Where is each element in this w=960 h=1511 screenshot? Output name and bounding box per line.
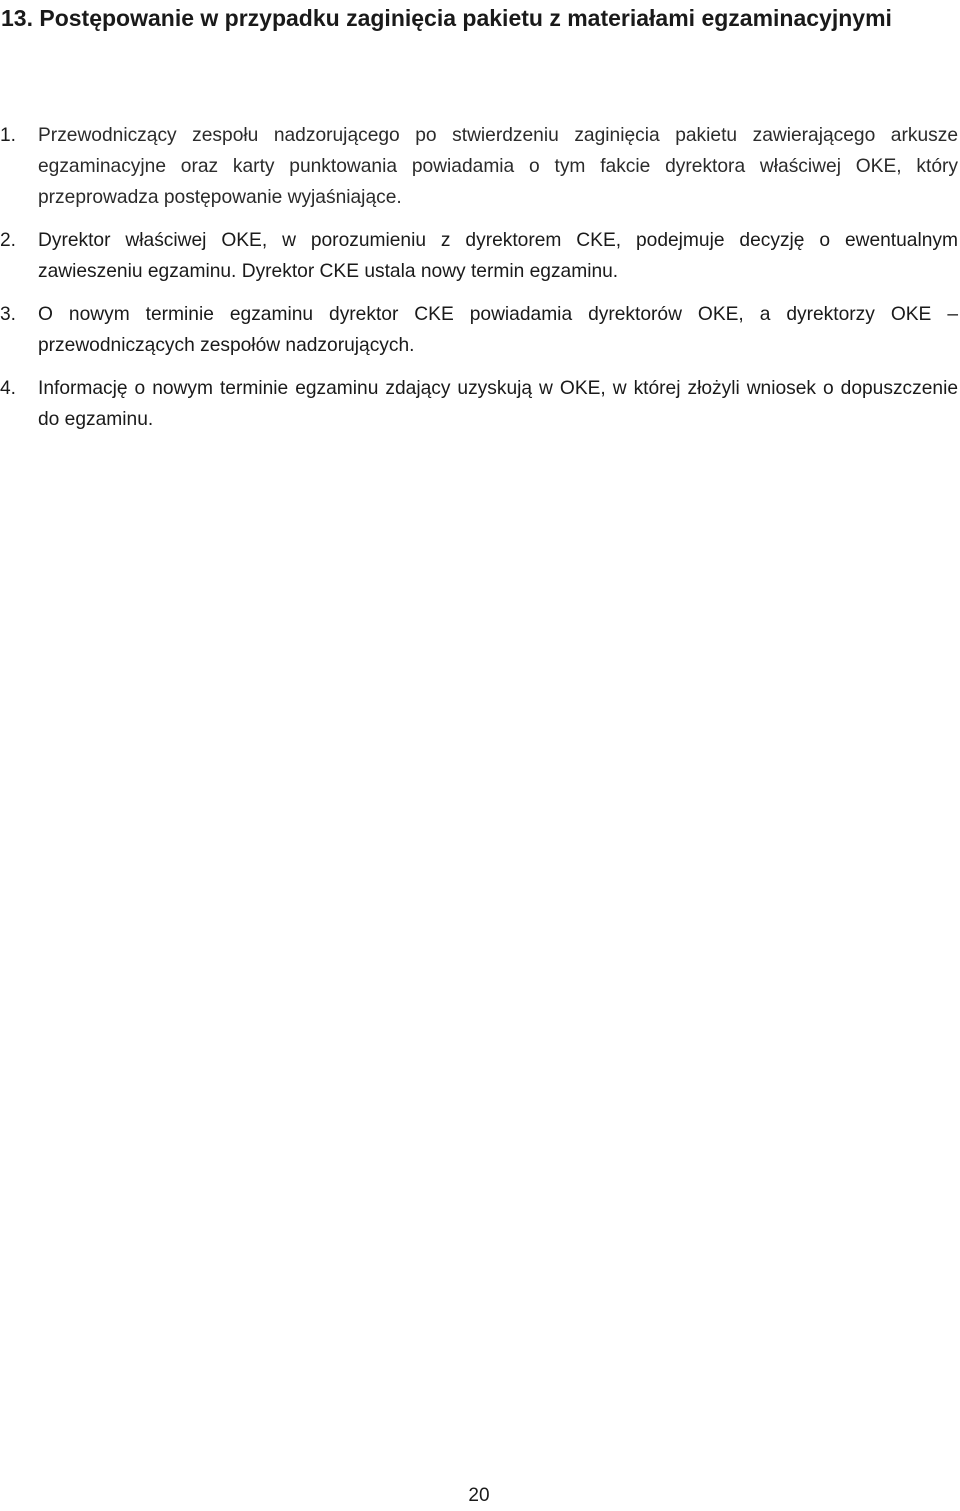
list-item (0, 225, 958, 287)
list-item (0, 120, 958, 213)
list-item (0, 373, 958, 435)
list-item-text: Informację o nowym terminie egzaminu zdający uzyskują w OKE, w której złożyli wniosek o dopuszczenie do egzaminu. (38, 378, 958, 430)
section-heading: 13. Postępowanie w przypadku zaginięcia pakietu z materiałami egzaminacyjnymi (1, 5, 892, 31)
list-item-text: O nowym terminie egzaminu dyrektor CKE powiadamia dyrektorów OKE, a dyrektorzy OKE – przewodniczących zespołów nadzorujących. (38, 304, 958, 356)
page-number: 20 (468, 1485, 490, 1506)
list-item-text: Dyrektor właściwej OKE, w porozumieniu z dyrektorem CKE, podejmuje decyzję o ewentualnym zawieszeniu egzaminu. Dyrektor CKE ustala nowy termin egzaminu. (38, 230, 958, 282)
list-item-text: Przewodniczący zespołu nadzorującego po stwierdzeniu zaginięcia pakietu zawierającego arkusze egzaminacyjne oraz karty punktowania powiadamia o tym fakcie dyrektora właściwej OKE, który przeprowadza postępowanie wyjaśniające. (38, 125, 958, 208)
list-item-number: 4. (0, 378, 17, 399)
list-item-number: 3. (0, 304, 17, 325)
procedure-list (0, 120, 958, 447)
list-item (0, 299, 958, 361)
list-item-number: 2. (0, 230, 17, 251)
list-item-number: 1. (0, 125, 17, 146)
